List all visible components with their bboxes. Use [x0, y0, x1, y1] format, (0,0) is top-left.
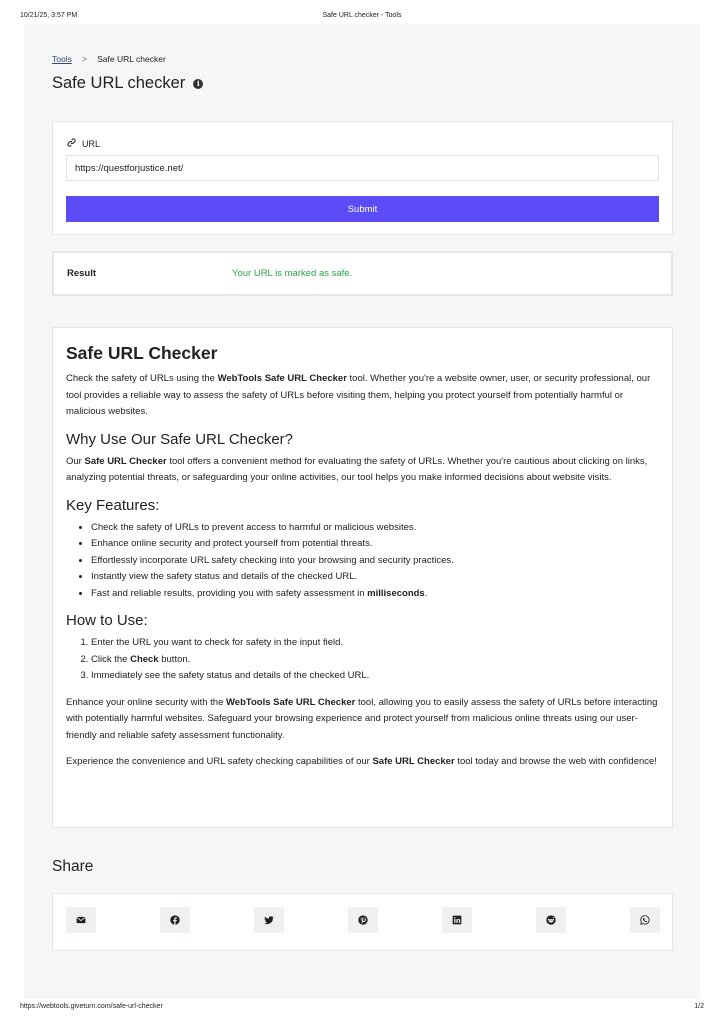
breadcrumb-current: Safe URL checker	[97, 54, 166, 64]
list-item: • Effortlessly incorporate URL safety checking into your browsing and security practices.	[91, 553, 659, 570]
link-icon	[67, 138, 76, 149]
info-icon[interactable]: i	[193, 79, 203, 89]
feature-last-bold: milliseconds	[367, 587, 425, 599]
share-facebook-button[interactable]	[160, 907, 190, 933]
print-footer	[20, 1003, 704, 1013]
enhance-text-bold: WebTools Safe URL Checker	[226, 696, 356, 708]
list-item: 1. Enter the URL you want to check for safety in the input field.	[91, 635, 659, 652]
why-paragraph	[66, 454, 659, 487]
share-reddit-button[interactable]	[536, 907, 566, 933]
url-input[interactable]	[66, 155, 659, 181]
print-doc-title: Safe URL checker - Tools	[322, 12, 402, 19]
enhance-paragraph	[66, 695, 659, 745]
features-heading: Key Features:	[66, 496, 160, 514]
experience-text-bold: Safe URL Checker	[372, 756, 455, 767]
experience-text-pre: Experience the convenience and URL safety checking capabilities of our	[66, 756, 373, 767]
step2-pre: Click the	[91, 653, 131, 665]
list-item: • Instantly view the safety status and details of the checked URL.	[91, 569, 659, 586]
howto-heading: How to Use:	[66, 612, 148, 629]
linkedin-icon	[452, 915, 462, 925]
print-url: https://webtools.giveturn.com/safe-url-checker	[20, 1003, 163, 1010]
why-text-post: tool offers a convenient method for evaluating the safety of URLs. Whether you're cautious about clicking on links, analyzing potential threats, or safeguarding your online activities, our tool helps you make informed decisions about website visits.	[66, 455, 648, 483]
intro-text-bold: WebTools Safe URL Checker	[217, 373, 347, 384]
result-card	[52, 251, 673, 296]
print-page-number: 1/2	[694, 1003, 704, 1010]
print-header	[20, 12, 704, 22]
content-heading: Safe URL Checker	[66, 343, 218, 363]
submit-button[interactable]: Submit	[66, 196, 659, 222]
intro-paragraph	[66, 371, 659, 421]
list-item	[91, 586, 659, 603]
share-email-button[interactable]	[66, 907, 96, 933]
list-item: • Enhance online security and protect yourself from potential threats.	[91, 536, 659, 553]
share-title: Share	[52, 858, 94, 875]
feature-last-post: .	[424, 587, 428, 599]
share-card	[52, 893, 673, 951]
intro-text-post: tool. Whether you're a website owner, user, or security professional, our tool provides a reliable way to assess the safety of URLs before visiting them, helping you protect yourself from potentially harmful or malicious websites.	[66, 373, 651, 417]
share-whatsapp-button[interactable]	[630, 907, 660, 933]
list-item: • Check the safety of URLs to prevent access to harmful or malicious websites.	[91, 520, 659, 537]
url-field-label	[67, 138, 100, 149]
page-title	[52, 74, 203, 93]
feature-last-pre: Fast and reliable results, providing you with safety assessment in	[91, 587, 368, 599]
step2-bold: Check	[130, 653, 159, 665]
url-form-card	[52, 121, 673, 235]
enhance-text-pre: Enhance your online security with the	[66, 696, 227, 708]
share-pinterest-button[interactable]	[348, 907, 378, 933]
description-card	[52, 327, 673, 828]
result-label: Result	[67, 268, 97, 279]
share-linkedin-button[interactable]	[442, 907, 472, 933]
why-text-pre: Our	[66, 455, 85, 467]
print-datetime: 10/21/25, 3:57 PM	[20, 12, 78, 19]
list-item	[91, 652, 659, 669]
intro-text-pre: Check the safety of URLs using the	[66, 373, 218, 384]
breadcrumb	[52, 54, 166, 64]
page-title-text: Safe URL checker	[52, 74, 186, 92]
features-list	[66, 520, 659, 603]
pinterest-icon	[358, 915, 368, 925]
why-text-bold: Safe URL Checker	[84, 455, 167, 467]
reddit-icon	[546, 915, 556, 925]
whatsapp-icon	[640, 915, 650, 925]
howto-list	[66, 635, 659, 685]
why-heading: Why Use Our Safe URL Checker?	[66, 430, 294, 448]
breadcrumb-tools-link[interactable]: Tools	[52, 54, 72, 64]
result-status: Your URL is marked as safe.	[232, 268, 353, 279]
experience-text-post: tool today and browse the web with confidence!	[454, 756, 657, 767]
twitter-icon	[264, 915, 274, 925]
experience-paragraph	[66, 754, 659, 771]
list-item: 3. Immediately see the safety status and details of the checked URL.	[91, 668, 659, 685]
facebook-icon	[170, 915, 180, 925]
breadcrumb-separator: >	[81, 54, 88, 64]
enhance-text-post: tool, allowing you to easily assess the safety of URLs before interacting with potentially harmful websites. Safeguard your browsing experience and protect yourself from malicious online threats using our user-friendly and reliable safety assessment functionality.	[66, 696, 658, 741]
url-label-text: URL	[82, 138, 101, 149]
step2-post: button.	[158, 653, 191, 665]
email-icon	[76, 915, 86, 925]
share-twitter-button[interactable]	[254, 907, 284, 933]
